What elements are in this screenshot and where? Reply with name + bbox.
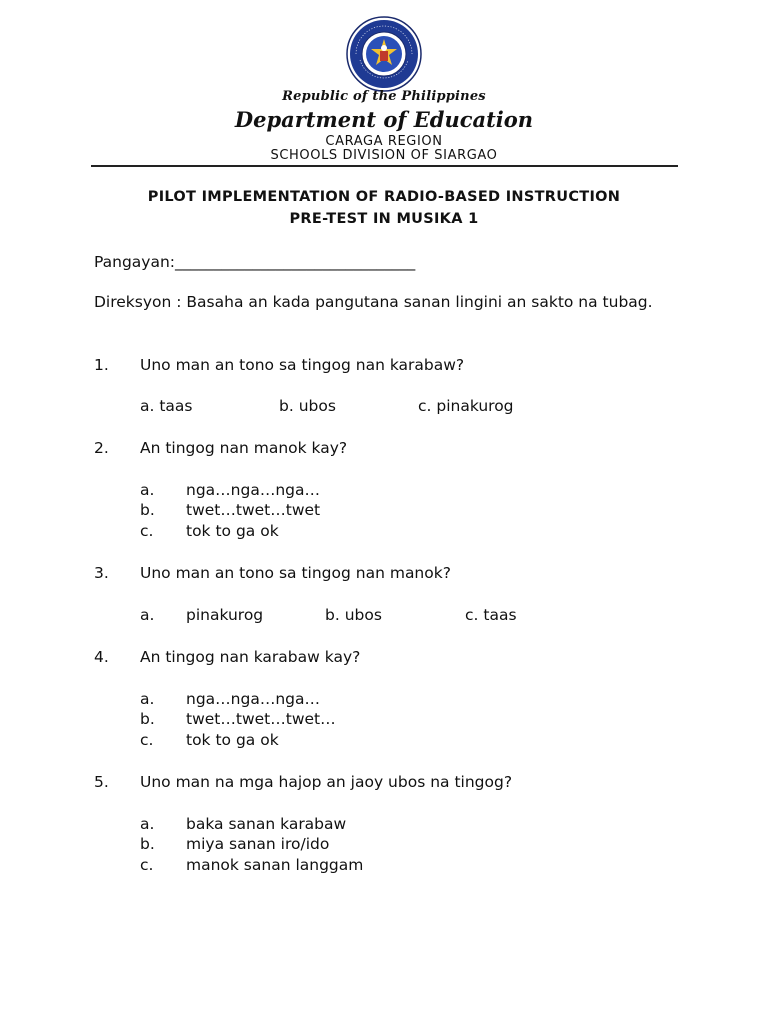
question-5-number: 5.	[94, 773, 109, 791]
department-name: Department of Education	[234, 107, 534, 132]
question-2-number: 2.	[94, 439, 109, 457]
q1-option-a[interactable]: a. taas	[140, 397, 193, 415]
q4-option-a[interactable]: nga…nga…nga…	[186, 690, 320, 708]
deped-seal-icon	[346, 16, 422, 92]
q5-option-b-letter: b.	[140, 835, 155, 853]
question-4-text: An tingog nan karabaw kay?	[140, 648, 361, 666]
division-label: SCHOOLS DIVISION OF SIARGAO	[270, 148, 498, 163]
q5-option-a-letter: a.	[140, 815, 155, 833]
question-1-number: 1.	[94, 356, 109, 374]
q2-option-c-letter: c.	[140, 522, 154, 540]
q3-option-a-letter: a.	[140, 606, 155, 624]
q3-option-a[interactable]: pinakurog	[186, 606, 264, 624]
question-5-text: Uno man na mga hajop an jaoy ubos na tingog?	[140, 773, 513, 791]
q5-option-b[interactable]: miya sanan iro/ido	[186, 835, 330, 853]
q3-option-b[interactable]: b. ubos	[325, 606, 382, 624]
q2-option-c[interactable]: tok to ga ok	[186, 522, 279, 540]
directions: Direksyon : Basaha an kada pangutana sanan lingini an sakto na tubag.	[94, 293, 653, 311]
question-2-text: An tingog nan manok kay?	[140, 439, 348, 457]
q1-option-c[interactable]: c. pinakurog	[418, 397, 514, 415]
q2-option-b-letter: b.	[140, 501, 155, 519]
q5-option-a[interactable]: baka sanan karabaw	[186, 815, 347, 833]
q4-option-c[interactable]: tok to ga ok	[186, 731, 279, 749]
question-3-text: Uno man an tono sa tingog nan manok?	[140, 564, 451, 582]
document-title: PILOT IMPLEMENTATION OF RADIO-BASED INSTRUCTION	[147, 189, 621, 205]
q1-option-b[interactable]: b. ubos	[279, 397, 336, 415]
question-3-number: 3.	[94, 564, 109, 582]
q2-option-a[interactable]: nga…nga…nga…	[186, 481, 320, 499]
q4-option-c-letter: c.	[140, 731, 154, 749]
name-field[interactable]: Pangayan:_______________________________	[94, 253, 416, 271]
q2-option-b[interactable]: twet…twet…twet	[186, 501, 321, 519]
header-divider	[91, 165, 678, 167]
document-subtitle: PRE-TEST IN MUSIKA 1	[289, 211, 479, 227]
region-label: CARAGA REGION	[325, 134, 443, 149]
q4-option-a-letter: a.	[140, 690, 155, 708]
question-1-text: Uno man an tono sa tingog nan karabaw?	[140, 356, 465, 374]
republic-label: Republic of the Philippines	[282, 89, 486, 104]
q3-option-c[interactable]: c. taas	[465, 606, 517, 624]
q2-option-a-letter: a.	[140, 481, 155, 499]
q5-option-c[interactable]: manok sanan langgam	[186, 856, 364, 874]
q5-option-c-letter: c.	[140, 856, 154, 874]
question-4-number: 4.	[94, 648, 109, 666]
q4-option-b-letter: b.	[140, 710, 155, 728]
q4-option-b[interactable]: twet…twet…twet…	[186, 710, 336, 728]
